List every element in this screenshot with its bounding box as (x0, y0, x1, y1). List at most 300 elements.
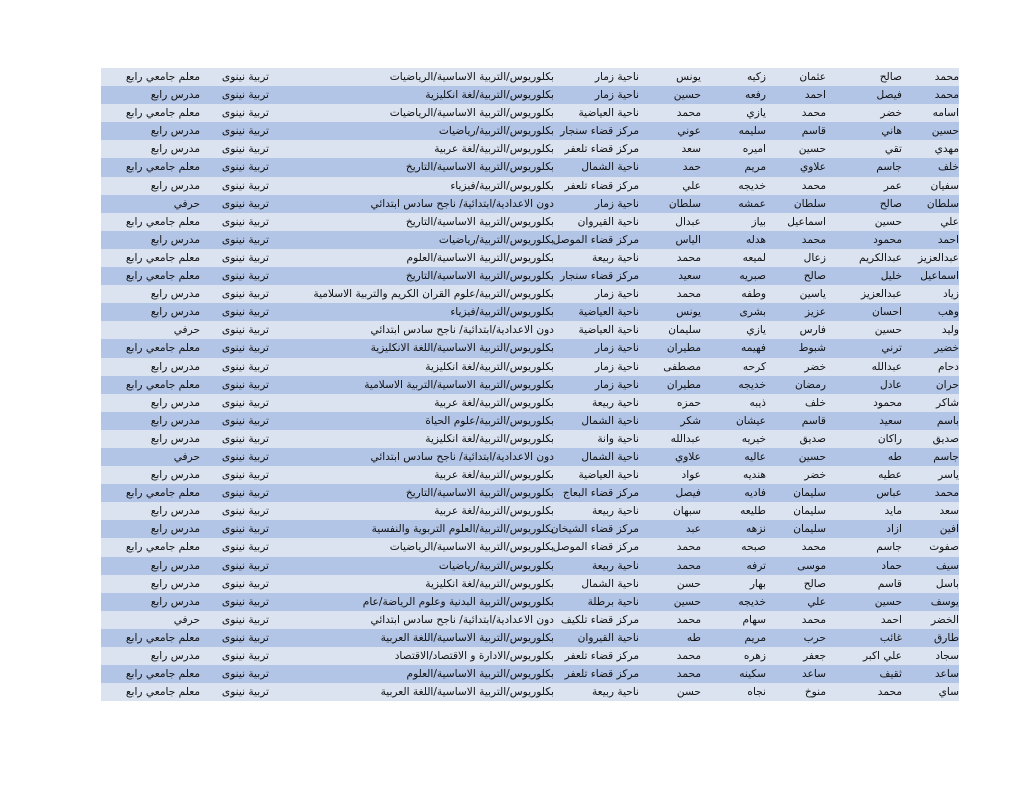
degree-cell: بكلوريوس/التربية/رياضيات (438, 559, 554, 572)
first-name-cell: خلف (937, 161, 959, 174)
first-name-cell: وليد (941, 324, 959, 337)
directorate-cell: تربية نينوى (221, 686, 269, 699)
area-cell: ناحية زمار (594, 360, 639, 373)
father-name-cell: خضر (880, 107, 902, 120)
degree-cell: بكلوريوس/التربية الاساسية/العلوم (406, 251, 554, 264)
grandfather-name-cell: صديق (799, 432, 826, 445)
degree-cell: بكلوريوس/التربية/علوم الحياة (425, 414, 554, 427)
father-name-cell: قاسم (877, 577, 902, 590)
area-cell: ناحية زمار (594, 378, 639, 391)
table-row (101, 412, 959, 430)
mother-father-name-cell: محمد (676, 541, 701, 554)
directorate-cell: تربية نينوى (221, 107, 269, 120)
area-cell: مركز قضاء الشيخان (550, 523, 639, 536)
first-name-cell: سلطان (926, 197, 959, 210)
grandfather-name-cell: ياسين (799, 288, 826, 301)
first-name-cell: افين (939, 523, 959, 536)
grandfather-name-cell: سلطان (793, 197, 826, 210)
table-row (101, 140, 959, 158)
degree-cell: بكلوريوس/التربية الاساسية/اللغة الانكليزية (370, 342, 554, 355)
area-cell: ناحية العياضية (578, 306, 639, 319)
degree-cell: بكلوريوس/التربية/فيزياء (450, 179, 554, 192)
degree-cell: دون الاعدادية/ابتدائية/ ناجح سادس ابتدائي (370, 613, 554, 626)
table-row (101, 611, 959, 629)
father-name-cell: عبدالكريم (859, 251, 902, 264)
first-name-cell: خضير (934, 342, 959, 355)
first-name-cell: عبدالعزيز (918, 251, 959, 264)
mother-name-cell: خديجه (738, 595, 766, 608)
first-name-cell: شاكر (936, 396, 959, 409)
job-title-cell: معلم جامعي رابع (125, 686, 200, 699)
directorate-cell: تربية نينوى (221, 324, 269, 337)
grandfather-name-cell: فارس (799, 324, 826, 337)
grandfather-name-cell: سليمان (793, 523, 826, 536)
area-cell: ناحية القيروان (577, 215, 639, 228)
table-row (101, 158, 959, 176)
degree-cell: دون الاعدادية/ابتدائية/ ناجح سادس ابتدائي (370, 197, 554, 210)
table-row (101, 502, 959, 520)
grandfather-name-cell: عزيز (805, 306, 826, 319)
job-title-cell: مدرس رابع (150, 89, 200, 102)
degree-cell: بكلوريوس/التربية/فيزياء (450, 306, 554, 319)
grandfather-name-cell: حرب (803, 631, 826, 644)
father-name-cell: مايد (884, 505, 902, 518)
first-name-cell: يوسف (930, 595, 959, 608)
first-name-cell: محمد (934, 71, 959, 83)
area-cell: ناحية القيروان (577, 631, 639, 644)
degree-cell: بكلوريوس/التربية البدنية وعلوم الرياضة/عام (362, 595, 554, 608)
table-row (101, 195, 959, 213)
directorate-cell: تربية نينوى (221, 288, 269, 301)
father-name-cell: محمود (873, 233, 902, 246)
mother-father-name-cell: سلطان (668, 197, 701, 210)
grandfather-name-cell: حسين (798, 450, 826, 463)
area-cell: ناحية زمار (594, 288, 639, 301)
grandfather-name-cell: سليمان (793, 487, 826, 500)
job-title-cell: معلم جامعي رابع (125, 668, 200, 681)
job-title-cell: مدرس رابع (150, 179, 200, 192)
area-cell: مركز قضاء تلعفر (564, 179, 639, 192)
job-title-cell: معلم جامعي رابع (125, 71, 200, 83)
first-name-cell: زياد (942, 288, 959, 301)
degree-cell: بكلوريوس/التربية الاساسية/الرياضيات (389, 541, 554, 554)
table-row (101, 683, 959, 701)
area-cell: مركز قضاء تلكيف (560, 613, 639, 626)
job-title-cell: مدرس رابع (150, 650, 200, 662)
degree-cell: بكلوريوس/التربية الاساسية/الرياضيات (389, 71, 554, 83)
directorate-cell: تربية نينوى (221, 71, 269, 83)
grandfather-name-cell: موسى (797, 559, 826, 572)
mother-father-name-cell: يونس (676, 306, 701, 319)
first-name-cell: جاسم (933, 450, 959, 463)
father-name-cell: محمود (873, 396, 902, 409)
father-name-cell: جاسم (876, 541, 902, 554)
first-name-cell: محمد (934, 89, 959, 102)
table-row (101, 665, 959, 683)
mother-name-cell: مريم (744, 631, 766, 644)
grandfather-name-cell: علي (807, 595, 826, 608)
directorate-cell: تربية نينوى (221, 469, 269, 482)
first-name-cell: اسماعيل (920, 270, 959, 283)
mother-name-cell: خديجه (738, 179, 766, 192)
degree-cell: بكلوريوس/التربية/لغة عربية (434, 143, 554, 156)
area-cell: ناحية العياضية (578, 107, 639, 120)
father-name-cell: علي اكبر (862, 650, 902, 662)
mother-father-name-cell: سعد (681, 143, 701, 156)
mother-name-cell: ذيبه (749, 396, 766, 409)
table-row (101, 593, 959, 611)
area-cell: ناحية ربيعة (591, 559, 639, 572)
mother-father-name-cell: شكر (680, 414, 701, 427)
degree-cell: بكلوريوس/التربية الاساسية/اللغة العربية (380, 631, 554, 644)
mother-name-cell: ترفه (746, 559, 766, 572)
mother-father-name-cell: علاوي (674, 450, 701, 463)
directorate-cell: تربية نينوى (221, 414, 269, 427)
area-cell: ناحية الشمال (581, 414, 639, 427)
mother-name-cell: زكيه (746, 71, 766, 83)
first-name-cell: ياسر (938, 469, 959, 482)
table-row (101, 231, 959, 249)
mother-name-cell: خيريه (741, 432, 766, 445)
area-cell: مركز قضاء سنجار (560, 125, 639, 138)
mother-father-name-cell: عبدال (675, 215, 701, 228)
directorate-cell: تربية نينوى (221, 251, 269, 264)
mother-father-name-cell: حمزه (676, 396, 701, 409)
directorate-cell: تربية نينوى (221, 487, 269, 500)
directorate-cell: تربية نينوى (221, 306, 269, 319)
degree-cell: بكلوريوس/التربية/لغة عربية (434, 469, 554, 482)
mother-name-cell: بياز (751, 215, 766, 228)
degree-cell: بكلوريوس/التربية/لغة انكليزية (425, 577, 554, 590)
degree-cell: بكلوريوس/التربية/لغة عربية (434, 505, 554, 518)
table-row (101, 629, 959, 647)
job-title-cell: معلم جامعي رابع (125, 161, 200, 174)
job-title-cell: معلم جامعي رابع (125, 251, 200, 264)
grandfather-name-cell: حسين (798, 143, 826, 156)
directorate-cell: تربية نينوى (221, 270, 269, 283)
mother-father-name-cell: سبهان (673, 505, 701, 518)
area-cell: ناحية برطلة (587, 595, 639, 608)
table-row (101, 213, 959, 231)
grandfather-name-cell: خضر (804, 469, 826, 482)
area-cell: مركز قضاء تلعفر (564, 143, 639, 156)
mother-father-name-cell: محمد (676, 288, 701, 301)
job-title-cell: حرفي (173, 324, 200, 337)
grandfather-name-cell: علاوي (799, 161, 826, 174)
directorate-cell: تربية نينوى (221, 595, 269, 608)
table-row (101, 86, 959, 104)
grandfather-name-cell: جعفر (803, 650, 826, 662)
grandfather-name-cell: رمضان (795, 378, 826, 391)
mother-name-cell: صبريه (739, 270, 766, 283)
mother-name-cell: نزهه (745, 523, 766, 536)
directorate-cell: تربية نينوى (221, 360, 269, 373)
degree-cell: بكلوريوس/الادارة و الاقتصاد/الاقتصاد (394, 650, 554, 662)
directorate-cell: تربية نينوى (221, 342, 269, 355)
father-name-cell: سعيد (879, 414, 902, 427)
directorate-cell: تربية نينوى (221, 577, 269, 590)
first-name-cell: طارق (934, 631, 959, 644)
father-name-cell: غائب (879, 631, 902, 644)
father-name-cell: جاسم (876, 161, 902, 174)
area-cell: ناحية ربيعة (591, 396, 639, 409)
first-name-cell: دحام (937, 360, 959, 373)
table-row (101, 122, 959, 140)
area-cell: ناحية ربيعة (591, 505, 639, 518)
first-name-cell: ساي (938, 686, 959, 699)
father-name-cell: محمد (877, 686, 902, 699)
mother-father-name-cell: عواد (681, 469, 701, 482)
area-cell: ناحية الشمال (581, 450, 639, 463)
job-title-cell: معلم جامعي رابع (125, 215, 200, 228)
degree-cell: بكلوريوس/التربية/لغة انكليزية (425, 89, 554, 102)
father-name-cell: طه (887, 450, 902, 463)
mother-father-name-cell: يونس (676, 71, 701, 83)
table-row (101, 538, 959, 556)
first-name-cell: حران (935, 378, 959, 391)
first-name-cell: حسين (931, 125, 959, 138)
job-title-cell: مدرس رابع (150, 288, 200, 301)
mother-name-cell: مريم (744, 161, 766, 174)
area-cell: ناحية الشمال (581, 161, 639, 174)
father-name-cell: تقي (884, 143, 902, 156)
grandfather-name-cell: قاسم (801, 414, 826, 427)
mother-father-name-cell: سليمان (668, 324, 701, 337)
area-cell: ناحية وانة (597, 432, 639, 445)
grandfather-name-cell: صالح (803, 270, 826, 283)
job-title-cell: مدرس رابع (150, 559, 200, 572)
degree-cell: بكلوريوس/التربية الاساسية/الرياضيات (389, 107, 554, 120)
degree-cell: بكلوريوس/التربية الاساسية/التاريخ (405, 161, 554, 174)
directorate-cell: تربية نينوى (221, 197, 269, 210)
table-row (101, 466, 959, 484)
degree-cell: دون الاعدادية/ابتدائية/ ناجح سادس ابتدائي (370, 450, 554, 463)
grandfather-name-cell: خضر (804, 360, 826, 373)
directorate-cell: تربية نينوى (221, 505, 269, 518)
mother-father-name-cell: سعيد (678, 270, 701, 283)
mother-father-name-cell: مطيران (666, 378, 701, 391)
area-cell: مركز قضاء تلعفر (564, 668, 639, 681)
job-title-cell: معلم جامعي رابع (125, 541, 200, 554)
mother-father-name-cell: عوني (677, 125, 701, 138)
grandfather-name-cell: اسماعيل (787, 215, 826, 228)
mother-father-name-cell: حمد (682, 161, 701, 174)
mother-name-cell: يازي (746, 107, 766, 120)
area-cell: ناحية زمار (594, 89, 639, 102)
table-row (101, 267, 959, 285)
directorate-cell: تربية نينوى (221, 432, 269, 445)
father-name-cell: احسان (872, 306, 902, 319)
mother-name-cell: فاديه (744, 487, 766, 500)
first-name-cell: سجاد (935, 650, 959, 662)
grandfather-name-cell: زعال (803, 251, 826, 264)
directorate-cell: تربية نينوى (221, 668, 269, 681)
table-row (101, 321, 959, 339)
mother-father-name-cell: عبدالله (670, 432, 701, 445)
father-name-cell: ثقيف (879, 668, 902, 681)
area-cell: ناحية العياضية (578, 469, 639, 482)
mother-name-cell: سكينه (739, 668, 766, 681)
area-cell: ناحية زمار (594, 71, 639, 83)
mother-father-name-cell: مصطفى (663, 360, 701, 373)
job-title-cell: حرفي (173, 450, 200, 463)
first-name-cell: وهب (937, 306, 959, 319)
directorate-cell: تربية نينوى (221, 631, 269, 644)
area-cell: مركز قضاء البعاج (562, 487, 639, 500)
first-name-cell: باسم (936, 414, 959, 427)
area-cell: ناحية زمار (594, 342, 639, 355)
father-name-cell: راكان (877, 432, 902, 445)
job-title-cell: مدرس رابع (150, 523, 200, 536)
job-title-cell: مدرس رابع (150, 505, 200, 518)
father-name-cell: هاني (881, 125, 902, 138)
mother-father-name-cell: محمد (676, 650, 701, 662)
mother-name-cell: رفعه (745, 89, 766, 102)
degree-cell: بكلوريوس/التربية الاساسية/العلوم (406, 668, 554, 681)
first-name-cell: سيف (935, 559, 959, 572)
grandfather-name-cell: محمد (801, 179, 826, 192)
directorate-cell: تربية نينوى (221, 378, 269, 391)
mother-name-cell: بهار (749, 577, 766, 590)
table-row (101, 520, 959, 538)
job-title-cell: مدرس رابع (150, 414, 200, 427)
degree-cell: دون الاعدادية/ابتدائية/ ناجح سادس ابتدائي (370, 324, 554, 337)
degree-cell: بكلوريوس/التربية الاساسية/التاريخ (405, 270, 554, 283)
area-cell: مركز قضاء الموصل (552, 541, 639, 554)
grandfather-name-cell: منوخ (804, 686, 826, 699)
grandfather-name-cell: سليمان (793, 505, 826, 518)
area-cell: ناحية العياضية (578, 324, 639, 337)
grandfather-name-cell: محمد (801, 107, 826, 120)
grandfather-name-cell: خلف (804, 396, 826, 409)
directorate-cell: تربية نينوى (221, 523, 269, 536)
mother-father-name-cell: حسن (676, 686, 701, 699)
directorate-cell: تربية نينوى (221, 613, 269, 626)
father-name-cell: صالح (879, 71, 902, 83)
directorate-cell: تربية نينوى (221, 179, 269, 192)
job-title-cell: معلم جامعي رابع (125, 631, 200, 644)
table-row (101, 68, 959, 86)
first-name-cell: الخضر (930, 613, 959, 626)
table-row (101, 358, 959, 376)
directorate-cell: تربية نينوى (221, 559, 269, 572)
table-row (101, 394, 959, 412)
mother-father-name-cell: عبد (685, 523, 701, 536)
table-row (101, 177, 959, 195)
mother-name-cell: عيشان (736, 414, 766, 427)
table-row (101, 285, 959, 303)
directorate-cell: تربية نينوى (221, 650, 269, 662)
father-name-cell: حسين (874, 324, 902, 337)
job-title-cell: معلم جامعي رابع (125, 107, 200, 120)
table-row (101, 303, 959, 321)
father-name-cell: فيصل (876, 89, 902, 102)
job-title-cell: معلم جامعي رابع (125, 378, 200, 391)
area-cell: ناحية ربيعة (591, 686, 639, 699)
degree-cell: بكلوريوس/التربية/رياضيات (438, 233, 554, 246)
first-name-cell: اسامه (932, 107, 959, 120)
area-cell: ناحية زمار (594, 197, 639, 210)
father-name-cell: ترني (881, 342, 902, 355)
mother-name-cell: طليعه (740, 505, 766, 518)
table-row (101, 647, 959, 665)
mother-name-cell: نجاه (747, 686, 766, 699)
mother-father-name-cell: حسن (676, 577, 701, 590)
job-title-cell: حرفي (173, 613, 200, 626)
job-title-cell: مدرس رابع (150, 306, 200, 319)
table-row (101, 448, 959, 466)
mother-name-cell: بشرى (739, 306, 766, 319)
first-name-cell: مهدي (934, 143, 959, 156)
job-title-cell: معلم جامعي رابع (125, 342, 200, 355)
degree-cell: بكلوريوس/التربية الاساسية/التربية الاسلامية (364, 378, 554, 391)
grandfather-name-cell: ساعد (802, 668, 826, 681)
mother-father-name-cell: محمد (676, 613, 701, 626)
grandfather-name-cell: شبوط (798, 342, 826, 355)
father-name-cell: خليل (880, 270, 902, 283)
area-cell: مركز قضاء سنجار (560, 270, 639, 283)
mother-father-name-cell: محمد (676, 559, 701, 572)
job-title-cell: مدرس رابع (150, 360, 200, 373)
first-name-cell: ساعد (935, 668, 959, 681)
mother-name-cell: فهيمه (741, 342, 766, 355)
degree-cell: بكلوريوس/التربية الاساسية/التاريخ (405, 215, 554, 228)
table-row (101, 339, 959, 357)
grandfather-name-cell: قاسم (801, 125, 826, 138)
degree-cell: بكلوريوس/التربية/العلوم التربوية والنفسية (371, 523, 554, 536)
father-name-cell: عبدالعزيز (861, 288, 902, 301)
directorate-cell: تربية نينوى (221, 215, 269, 228)
mother-father-name-cell: محمد (676, 107, 701, 120)
directorate-cell: تربية نينوى (221, 396, 269, 409)
mother-name-cell: سليمه (738, 125, 766, 138)
table-row (101, 557, 959, 575)
degree-cell: بكلوريوس/التربية/لغة انكليزية (425, 432, 554, 445)
first-name-cell: علي (940, 215, 959, 228)
first-name-cell: صديق (932, 432, 959, 445)
job-title-cell: مدرس رابع (150, 577, 200, 590)
mother-father-name-cell: حسين (673, 595, 701, 608)
mother-name-cell: عاليه (744, 450, 766, 463)
employee-table (101, 68, 959, 701)
mother-father-name-cell: حسين (673, 89, 701, 102)
mother-father-name-cell: محمد (676, 668, 701, 681)
mother-name-cell: لميعه (742, 251, 766, 264)
father-name-cell: حماد (881, 559, 902, 572)
area-cell: ناحية الشمال (581, 577, 639, 590)
job-title-cell: مدرس رابع (150, 396, 200, 409)
first-name-cell: صفوت (929, 541, 959, 554)
mother-father-name-cell: الياس (675, 233, 701, 246)
degree-cell: بكلوريوس/التربية الاساسية/اللغة العربية (380, 686, 554, 699)
father-name-cell: حسين (874, 595, 902, 608)
father-name-cell: عطيه (878, 469, 902, 482)
table-row (101, 484, 959, 502)
directorate-cell: تربية نينوى (221, 541, 269, 554)
mother-name-cell: خديجه (738, 378, 766, 391)
directorate-cell: تربية نينوى (221, 89, 269, 102)
first-name-cell: محمد (934, 487, 959, 500)
grandfather-name-cell: صالح (803, 577, 826, 590)
grandfather-name-cell: عثمان (799, 71, 826, 83)
directorate-cell: تربية نينوى (221, 143, 269, 156)
mother-father-name-cell: فيصل (675, 487, 701, 500)
grandfather-name-cell: محمد (801, 613, 826, 626)
job-title-cell: مدرس رابع (150, 595, 200, 608)
father-name-cell: احمد (880, 613, 902, 626)
father-name-cell: عمر (883, 179, 902, 192)
mother-name-cell: يازي (746, 324, 766, 337)
